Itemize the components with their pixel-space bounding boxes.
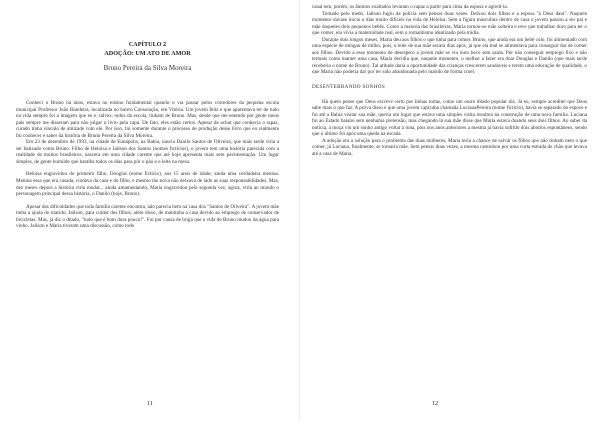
page-number-right: 12 [431, 400, 439, 407]
title-spacer [16, 73, 279, 100]
right-paragraph: Durante dois longos meses, Maria deu aos filhos o que tinha para comer. Bruno, que ainda era um bebê colo, foi alimentado com uma espécie de mingau de milho, pois, o leite de sua mãe secara dias após, já que ela mal se alimentava para conseguir dar de comer aos filhos. Devido a esse momento de desespero a jovem mãe se viu num beco sem saída. Por não conseguir emprego fixo e não termais como manter uma casa, Maria decidiu que, naquele momento, o melhor a fazer era doar Douglas e Danilo (que mais tarde receberia o nome de Bruno). Tal atitude daria a oportunidade das crianças crescerem saudáveis e terem uma educação de qualidade, o que Maria não poderia dar por ter sido abandonada pelo marido de forma cruel. [312, 36, 587, 76]
page-number-left: 11 [146, 400, 154, 407]
left-paragraph: Heloísa engravidou do primeiro filho, Douglas (nome fictício), aos 15 anos de idade, ainda uma verdadeira menina. Menina essa que era casada, cuidava da casa e do filho, e mesmo tão nova não deixava de lado as suas responsabilidades. Mas, dez meses depois a história viria mudar... ainda amamentando, Maria engravidou pela segunda vez, agora, viria ao mundo o personagem principal dessa história, o Danilo (hoje, Bruno). [16, 171, 279, 198]
right-paragraph: Há quem pense que Deus escreve certo por linhas tortas, como um outro ditado popular diz. Já eu, sempre acreditei que Deus sabe mais o que faz. A prova disso é que uma jovem capixaba chamada LucianaPereira (nome fictício), havia se separado do esposo e foi até a Bahia visitar sua mãe, queria um lugar que estava uma simples visita resultou na construção de uma nova família. Luciana foi ao Estado baiano sem nenhuma pretensão, mas chegando lá sua mãe disse que Maria estava doando seus dois filhos. Ao saber da notícia, a moça viu um sonho antigo voltar à tona, pois nos anos anteriores a mesma já havia sofrido dois abortos espontâneos, sendo que o último foi após uma queda na escada. [312, 98, 587, 138]
chapter-subtitle: ADOÇÃO: UM ATO DE AMOR [104, 50, 191, 57]
right-paragraph: Tomado pelo medo, Jailson fugiu da polícia sem pensar duas vezes. Deixou dois filhos e a esposa "à Deus dará". Naquele momento davase início a dias muito difíceis na vida de Heloísa. Sem a figura masculina dentro de casa o jovem passou a ser pai e mãe daqueles dois pequenos bebês. Como a maioria das brasileiras, Maria tornou-se mãe solteira e teve que trabalhar duro para ter o que comer, ela vivia a maternidade real, sem o romantismo idealizado pela mídia. [312, 10, 587, 37]
right-paragraph: A adoção era a solução para o problema das duas mulheres, Maria teria a chance de salvar os filhos que não tinham nem o que comer, já Luciana, finalmente, se tornaria mãe. Sem pensar duas vezes, a mesma caminhou por uma curta estrada de chão que levava até a casa de Maria, [312, 137, 587, 157]
left-paragraph: Apesar das dificuldades que toda família carente encontra, não parecia bem na casa dos "Santos de Oliveira". A jovem mãe tinha a ajuda do marido, Jailson, para cuidar dos filhos; além disso, de mantinha a casa devido ao emprego de conservador de bicicletas. Mas, já diz o ditado, "tudo que é bom dura pouco!". Foi por causa de briga que a vida de Bruno mudou da água para vinho. Jailson e Maria tiveram uma discussão, como todo [16, 203, 279, 230]
chapter-author: Bruno Pereira da Silva Moreira [103, 64, 192, 72]
section-spacer [312, 91, 587, 99]
chapter-title: CAPÍTULO 2 [128, 41, 167, 48]
left-page-content [16, 40, 279, 230]
right-page-content [312, 4, 587, 157]
section-spacer [312, 76, 587, 84]
left-paragraph: Conheci o Bruno há anos, estava no ensino fundamental quando o via passar pelos corredores da pequena escola municipal Professor João Bandeira, localizada no bairro Consolação, em Vitória. Um jovem feliz e que aparentava ter de tudo na vida sempre foi a imagem que eu e, talvez, todos da escola, tinham de Bruno. Mas, desde que me entendo por gente meus pais sempre me disseram para não julgar o livro pela capa. De fato, eles estão certos. Apesar de achar que conhecia o rapaz, curado tinha vínculo de amizade com ele. Por isso, foi somente durante o processo de produção desse livro que eu realmente fui conhecer e saber da história de Bruno Pereira da Silva Moreira. [16, 100, 279, 139]
right-paragraph: casal tem, porém, os ânimos exaltados levaram o rapaz a partir para cima da esposa e agredi-la. [312, 4, 508, 10]
left-paragraph: Em 23 de dezembro de 1993, na cidade de Eunápolis, na Bahia, nascia Danilo Santos de Oliveira, que mais tarde viria a ser batizado como Bruno. Filho de Heloísa e Jailson dos Santos (nomes fictícios), o jovem tem uma história parecida com a realidade de muitos brasileiros, nascera em uma cidade carente que até hoje apresenta mais sem pavimentação. Um lugar simples, de gente humilde que batalha todos os dias para pôr o pão e o leite na mesa. [16, 139, 279, 165]
section-heading: DESENTERRANDO SONHOS [312, 84, 386, 91]
